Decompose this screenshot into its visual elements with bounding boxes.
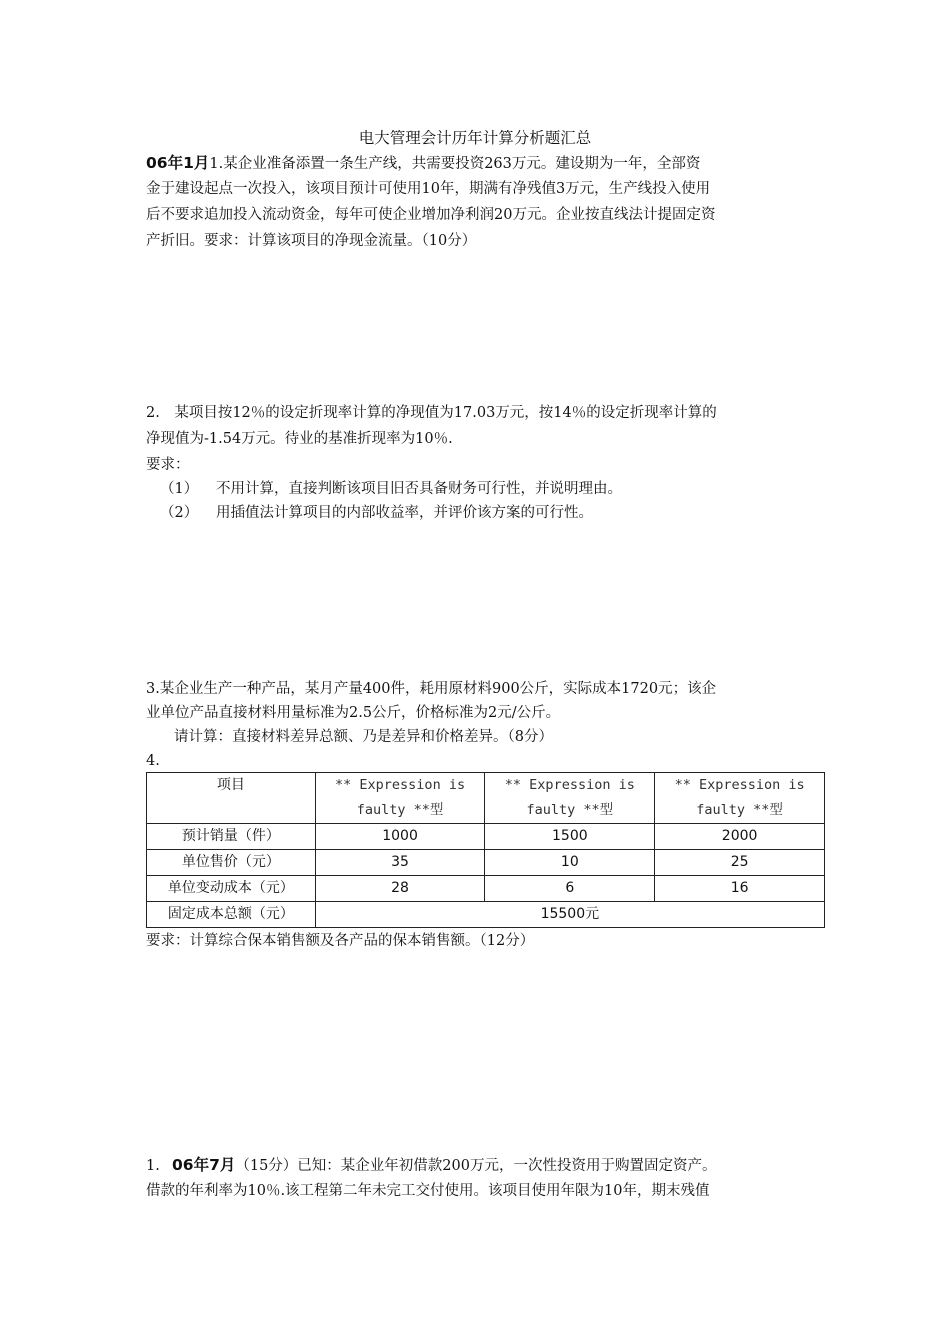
table-header-product-2 <box>485 773 655 824</box>
q5-line-1-text: （15分）已知：某企业年初借款200万元，一次性投资用于购置固定资产。 <box>235 1158 717 1174</box>
q5-line-1 <box>146 1152 826 1179</box>
table-row-label: 单位变动成本（元） <box>147 876 316 902</box>
table-cell: 6 <box>485 876 655 902</box>
table-header-product-3-line-2: faulty **型 <box>696 802 783 818</box>
table-row-label: 固定成本总额（元） <box>147 902 316 928</box>
q3-line-2: 业单位产品直接材料用量标准为2.5公斤，价格标准为2元/公斤。 <box>146 705 561 721</box>
table-cell: 16 <box>655 876 825 902</box>
table-row-label: 单位售价（元） <box>147 850 316 876</box>
table-row <box>147 876 825 902</box>
q2-item-2 <box>160 500 840 526</box>
q1-line-4: 产折旧。要求：计算该项目的净现金流量。（10分） <box>146 233 477 249</box>
table-cell: 28 <box>315 876 485 902</box>
q2-line-2: 净现值为-1.54万元。待业的基准折现率为10％. <box>146 431 453 447</box>
q1-line-1-text: 1.某企业准备添置一条生产线，共需要投资263万元。建设期为一年，全部资 <box>209 156 701 172</box>
table-header-product-1-line-1: ** Expression is <box>335 777 466 793</box>
table-header-product-3-line-1: ** Expression is <box>674 777 805 793</box>
table-cell: 2000 <box>655 824 825 850</box>
table-header-product-2-line-2: faulty **型 <box>526 802 614 818</box>
table-cell: 1500 <box>485 824 655 850</box>
table-row <box>147 824 825 850</box>
table-row <box>147 850 825 876</box>
table-cell: 1000 <box>315 824 485 850</box>
q2-item-2-number: （2） <box>160 505 199 521</box>
table-header-row <box>147 773 825 824</box>
q2-item-2-text: 用插值法计算项目的内部收益率，并评价该方案的可行性。 <box>216 505 593 521</box>
table-header-product-1-line-2: faulty **型 <box>356 802 444 818</box>
q4-number: 4. <box>146 753 160 769</box>
q2-item-1-number: （1） <box>160 481 199 497</box>
table-cell: 10 <box>485 850 655 876</box>
q5-date: 06年7月 <box>172 1156 236 1174</box>
document-title: 电大管理会计历年计算分析题汇总 <box>358 129 592 147</box>
q3-line-3: 请计算：直接材料差异总额、乃是差异和价格差异。（8分） <box>174 729 553 745</box>
table-cell: 25 <box>655 850 825 876</box>
q4-requirement: 要求：计算综合保本销售额及各产品的保本销售额。（12分） <box>146 933 535 949</box>
q1-line-3: 后不要求追加投入流动资金，每年可使企业增加净利润20万元。企业按直线法计提固定资 <box>146 207 716 223</box>
table-row-fixed-cost <box>147 902 825 928</box>
table-row-label: 预计销量（件） <box>147 824 316 850</box>
q3-line-1: 3.某企业生产一种产品，某月产量400件，耗用原材料900公斤，实际成本1720元；该企 <box>146 681 717 697</box>
cost-table <box>146 772 825 928</box>
table-header-item: 项目 <box>147 773 316 824</box>
q2-requirement: 要求： <box>146 457 190 473</box>
q2-line-1: 2. 某项目按12％的设定折现率计算的净现值为17.03万元，按14％的设定折现率计算的 <box>146 405 717 421</box>
q2-item-1 <box>160 476 840 502</box>
table-header-product-2-line-1: ** Expression is <box>504 777 635 793</box>
table-cell-fixed-cost: 15500元 <box>315 902 824 928</box>
q5-line-2: 借款的年利率为10％.该工程第二年未完工交付使用。该项目使用年限为10年，期末残值 <box>146 1183 710 1199</box>
table-cell: 35 <box>315 850 485 876</box>
q5-prefix: 1. <box>146 1158 160 1174</box>
table-header-product-1 <box>315 773 485 824</box>
q1-line-2: 金于建设起点一次投入，该项目预计可使用10年，期满有净残值3万元，生产线投入使用 <box>146 181 711 197</box>
q1-date: 06年1月 <box>146 154 210 172</box>
q2-item-1-text: 不用计算，直接判断该项目旧否具备财务可行性，并说明理由。 <box>216 481 622 497</box>
table-header-product-3 <box>655 773 825 824</box>
q1-line-1 <box>146 150 826 177</box>
